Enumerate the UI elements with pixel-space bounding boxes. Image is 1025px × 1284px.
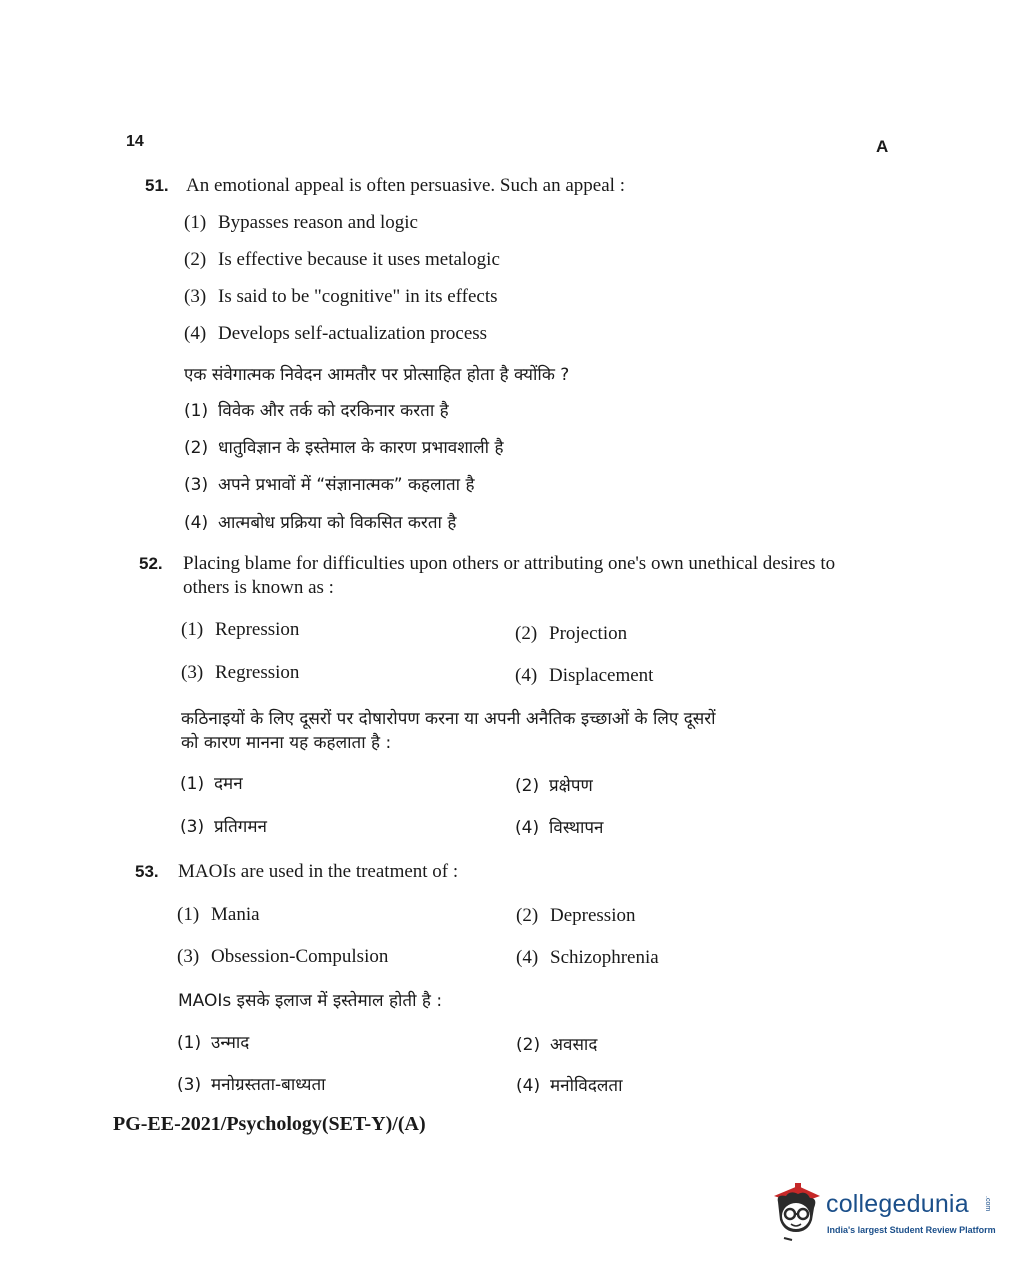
- q51-option-en-2: (2) Is effective because it uses metalogic: [184, 249, 500, 270]
- q51-option-en-3: (3) Is said to be "cognitive" in its effects: [184, 286, 498, 307]
- paper-code: PG-EE-2021/Psychology(SET-Y)/(A): [113, 1113, 426, 1135]
- q51-option-en-1: (1) Bypasses reason and logic: [184, 212, 418, 233]
- question-51-text-en: An emotional appeal is often persuasive. Such an appeal :: [186, 175, 625, 196]
- q51-option-hi-1: (1) विवेक और तर्क को दरकिनार करता है: [184, 401, 449, 421]
- q51-option-hi-2: (2) धातुविज्ञान के इस्तेमाल के कारण प्रभावशाली है: [184, 438, 504, 458]
- collegedunia-logo: [768, 1180, 998, 1250]
- question-52-text-hi-line1: कठिनाइयों के लिए दूसरों पर दोषारोपण करना या अपनी अनैतिक इच्छाओं के लिए दूसरों: [181, 709, 716, 729]
- logo-tagline: India's largest Student Review Platform: [827, 1225, 996, 1235]
- q53-option-hi-4: (4) मनोविदलता: [516, 1076, 623, 1096]
- question-51-text-hi: एक संवेगात्मक निवेदन आमतौर पर प्रोत्साहित होता है क्योंकि ?: [184, 365, 570, 385]
- q53-option-en-4: (4) Schizophrenia: [516, 947, 659, 968]
- question-number-52: 52.: [139, 554, 163, 573]
- question-52-text-hi-line2: को कारण मानना यह कहलाता है :: [181, 733, 392, 753]
- q53-option-en-1: (1) Mania: [177, 904, 260, 925]
- q52-option-en-3: (3) Regression: [181, 662, 300, 683]
- question-number-51: 51.: [145, 176, 169, 195]
- logo-domain-suffix: .com: [984, 1196, 991, 1212]
- set-letter: A: [876, 137, 889, 156]
- question-53-text-en: MAOIs are used in the treatment of :: [178, 861, 459, 882]
- q53-option-en-3: (3) Obsession-Compulsion: [177, 946, 389, 967]
- q52-option-en-2: (2) Projection: [515, 623, 628, 644]
- q52-option-en-4: (4) Displacement: [515, 665, 654, 686]
- q52-option-hi-4: (4) विस्थापन: [515, 818, 604, 838]
- q51-option-hi-4: (4) आत्मबोध प्रक्रिया को विकसित करता है: [184, 513, 457, 533]
- q52-option-hi-3: (3) प्रतिगमन: [180, 817, 267, 837]
- question-number-53: 53.: [135, 862, 159, 881]
- question-52-text-en-line1: Placing blame for difficulties upon others or attributing one's own unethical desires to: [183, 553, 836, 574]
- mascot-icon: [768, 1180, 824, 1242]
- question-52-text-en-line2: others is known as :: [183, 577, 334, 598]
- q51-option-hi-3: (3) अपने प्रभावों में “संज्ञानात्मक” कहलाता है: [184, 475, 475, 495]
- q52-option-hi-1: (1) दमन: [180, 774, 243, 794]
- q53-option-en-2: (2) Depression: [516, 905, 636, 926]
- logo-wordmark: collegedunia: [826, 1190, 969, 1218]
- page-number: 14: [126, 133, 144, 150]
- q52-option-en-1: (1) Repression: [181, 619, 300, 640]
- q53-option-hi-2: (2) अवसाद: [516, 1035, 598, 1055]
- q52-option-hi-2: (2) प्रक्षेपण: [515, 776, 593, 796]
- q51-option-en-4: (4) Develops self-actualization process: [184, 323, 488, 344]
- question-53-text-hi: MAOIs इसके इलाज में इस्तेमाल होती है :: [178, 991, 443, 1011]
- q53-option-hi-1: (1) उन्माद: [177, 1033, 250, 1053]
- q53-option-hi-3: (3) मनोग्रस्तता-बाध्यता: [177, 1075, 326, 1095]
